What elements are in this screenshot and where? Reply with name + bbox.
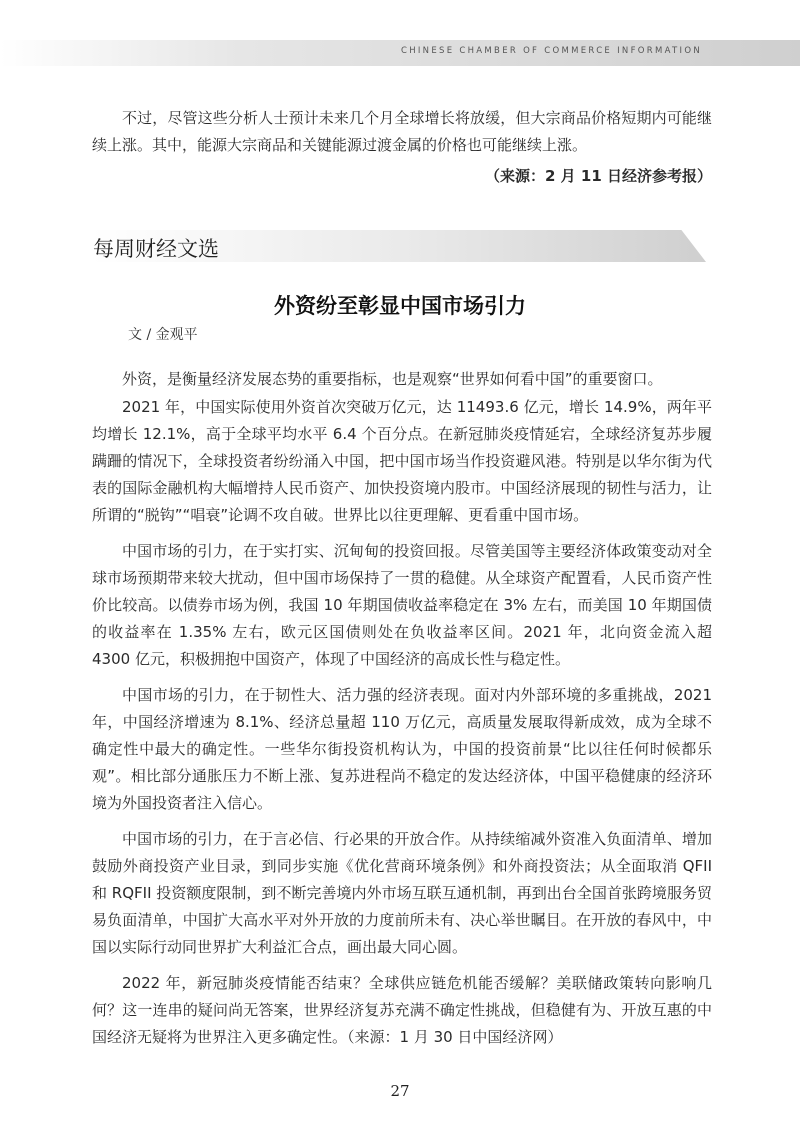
publication-name: CHINESE CHAMBER OF COMMERCE INFORMATION bbox=[400, 46, 702, 56]
page-number: 27 bbox=[390, 1082, 410, 1100]
article-paragraph: 2022 年，新冠肺炎疫情能否结束？全球供应链危机能否缓解？美联储政策转向影响几何？这一连串的疑问尚无答案，世界经济复苏充满不确定性挑战，但稳健有为、开放互惠的中国经济无疑将为世界注入更多确定性。（来源：1 月 30 日中国经济网） bbox=[92, 974, 712, 1046]
section-title: 每周财经文选 bbox=[93, 237, 219, 261]
article-title: 外资纷至彰显中国市场引力 bbox=[274, 294, 526, 318]
article-paragraph: 2021 年，中国实际使用外资首次突破万亿元，达 11493.6 亿元，增长 14.9%，两年平均增长 12.1%，高于全球平均水平 6.4 个百分点。在新冠肺炎疫情延宕，全球经济复苏步履蹒跚的情况下，全球投资者纷纷涌入中国，把中国市场当作投资避风港。特别是以华尔街为代表的国际金融机构大幅增持人民币资产、加快投资境内股市。中国经济展现的韧性与活力，让所谓的“脱钩”“唱衰”论调不攻自破。世界比以往更理解、更看重中国市场。 bbox=[92, 398, 712, 524]
article-paragraph: 外资，是衡量经济发展态势的重要指标，也是观察“世界如何看中国”的重要窗口。 bbox=[122, 370, 663, 388]
article-author: 文 / 金观平 bbox=[128, 327, 198, 343]
article-paragraph: 中国市场的引力，在于实打实、沉甸甸的投资回报。尽管美国等主要经济体政策变动对全球市场预期带来较大扰动，但中国市场保持了一贯的稳健。从全球资产配置看，人民币资产性价比较高。以债券市场为例，我国 10 年期国债收益率稳定在 3% 左右，而美国 10 年期国债的收益率在 1.35% 左右，欧元区国债则处在负收益率区间。2021 年，北向资金流入超 4300 亿元，积极拥抱中国资产，体现了中国经济的高成长性与稳定性。 bbox=[92, 542, 712, 668]
intro-source: （来源：2 月 11 日经济参考报） bbox=[485, 167, 712, 185]
article-paragraph: 中国市场的引力，在于言必信、行必果的开放合作。从持续缩减外资准入负面清单、增加鼓励外商投资产业目录，到同步实施《优化营商环境条例》和外商投资法；从全面取消 QFII 和 RQFII 投资额度限制，到不断完善境内外市场互联互通机制，再到出台全国首张跨境服务贸易负面清单，中国扩大高水平对外开放的力度前所未有、决心举世瞩目。在开放的春风中，中国以实际行动同世界扩大利益汇合点，画出最大同心圆。 bbox=[92, 830, 712, 956]
article-paragraph: 中国市场的引力，在于韧性大、活力强的经济表现。面对内外部环境的多重挑战，2021 年，中国经济增速为 8.1%、经济总量超 110 万亿元，高质量发展取得新成效，成为全球不确定性中最大的确定性。一些华尔街投资机构认为，中国的投资前景“比以往任何时候都乐观”。相比部分通胀压力不断上涨、复苏进程尚不稳定的发达经济体，中国平稳健康的经济环境为外国投资者注入信心。 bbox=[92, 686, 712, 812]
intro-paragraph: 不过，尽管这些分析人士预计未来几个月全球增长将放缓，但大宗商品价格短期内可能继续上涨。其中，能源大宗商品和关键能源过渡金属的价格也可能继续上涨。 bbox=[92, 109, 712, 154]
